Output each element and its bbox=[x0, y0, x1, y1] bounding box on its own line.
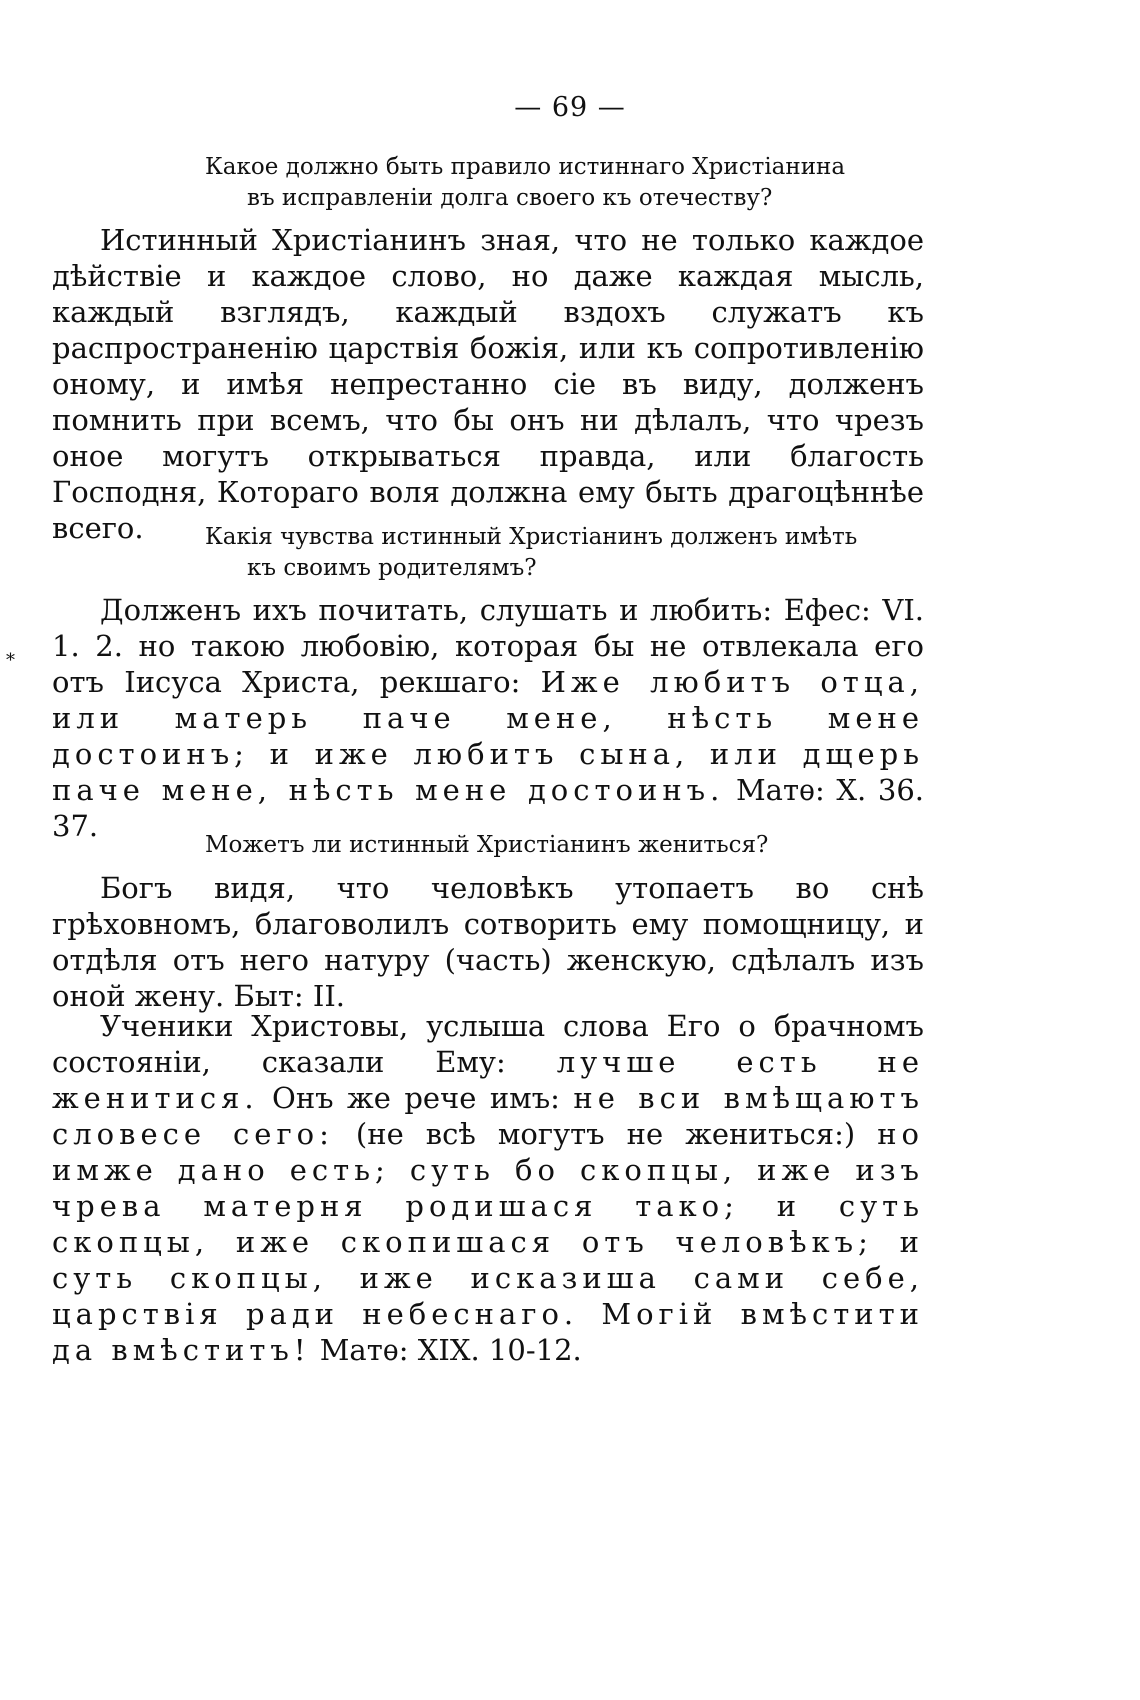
question-heading-2 bbox=[205, 522, 925, 584]
answer-text: Онъ же рече имъ: bbox=[258, 1081, 574, 1115]
question-line: Можетъ ли истинный Христіанинъ жениться? bbox=[205, 832, 769, 858]
answer-paragraph-2 bbox=[52, 592, 924, 844]
question-line: Какія чувства истинный Христіанинъ долженъ имѣть bbox=[205, 524, 858, 550]
scripture-quote: Иже любитъ отца, или матерь паче мене, нѣсть мене достоинъ; и иже любитъ сына, или дщерь паче мене, нѣсть мене достоинъ. bbox=[52, 665, 924, 807]
answer-text: Ученики Христовы, услыша слова Его о брачномъ состояніи, сказали Ему: bbox=[52, 1009, 924, 1079]
question-line: Какое должно быть правило истиннаго Христіанина bbox=[205, 154, 846, 180]
page-number: — 69 — bbox=[514, 92, 626, 123]
question-heading-1 bbox=[205, 152, 925, 214]
question-heading-3 bbox=[205, 830, 925, 861]
scripture-reference: Матѳ: XIX. 10-12. bbox=[310, 1333, 582, 1367]
scripture-reference: Матѳ: X. 36. 37. bbox=[52, 773, 924, 843]
answer-text: Долженъ ихъ почитать, слушать и любить: Ефес: VI. 1. 2. но такою любовію, которая бы не отвлекала его отъ Іисуса Христа, рекшаго: bbox=[52, 593, 924, 699]
answer-paragraph-4 bbox=[52, 1008, 924, 1368]
margin-mark: * bbox=[6, 650, 15, 671]
answer-text: (не всѣ могутъ не жениться:) bbox=[333, 1117, 878, 1151]
question-line: къ своимъ родителямъ? bbox=[247, 555, 537, 581]
question-line: въ исправленіи долга своего къ отечеству? bbox=[247, 185, 773, 211]
scripture-quote: но имже дано есть; суть бо скопцы, иже изъ чрева матерня родишася тако; и суть скопцы, иже скопишася отъ человѣкъ; и суть скопцы, иже исказиша сами себе, царствія ради небеснаго. Могій вмѣстити да вмѣститъ! bbox=[52, 1117, 924, 1367]
scripture-quote: не вси вмѣщаютъ словесе сего: bbox=[52, 1081, 924, 1151]
answer-paragraph-3: Богъ видя, что человѣкъ утопаетъ во снѣ грѣховномъ, благоволилъ сотворить ему помощницу, и отдѣля отъ него натуру (часть) женскую, сдѣлалъ изъ оной жену. Быт: II. bbox=[52, 871, 924, 1013]
scripture-quote: лучше есть не женитися. bbox=[52, 1045, 925, 1115]
answer-paragraph-1: Истинный Христіанинъ зная, что не только каждое дѣйствіе и каждое слово, но даже каждая мысль, каждый взглядъ, каждый вздохъ служатъ къ распространенію царствія божія, или къ сопротивленію оному, и имѣя непрестанно сіе въ виду, долженъ помнить при всемъ, что бы онъ ни дѣлалъ, что чрезъ оное могутъ открываться правда, или благость Господня, Котораго воля должна ему быть драгоцѣннѣе всего. bbox=[52, 223, 924, 545]
